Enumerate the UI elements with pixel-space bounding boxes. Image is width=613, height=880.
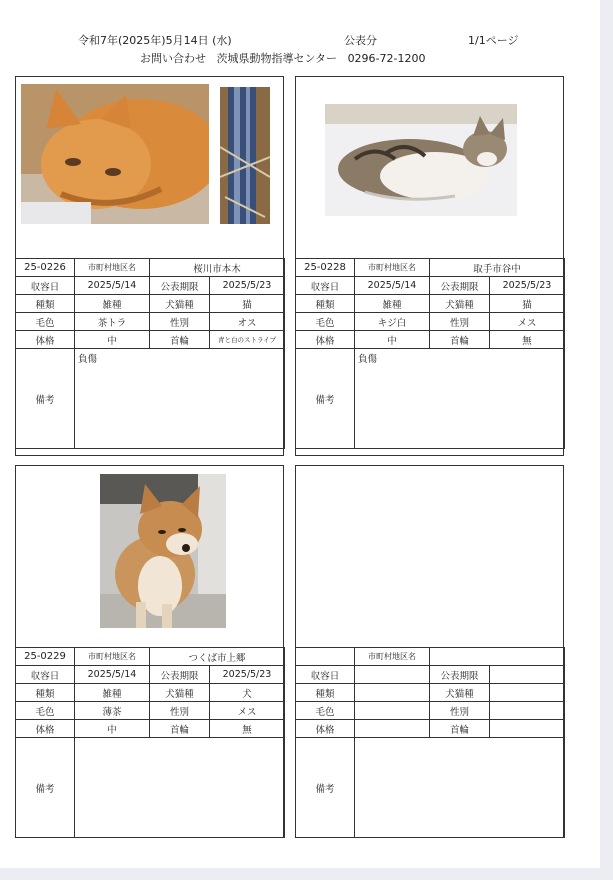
animal-id: 25-0226 [16, 259, 75, 277]
type-label: 種類 [296, 295, 355, 313]
remarks-value [355, 738, 565, 838]
sex-label: 性別 [150, 702, 210, 720]
sex-value: メス [210, 702, 285, 720]
animal-id [296, 648, 355, 666]
photo-area [16, 466, 283, 647]
color-value: 茶トラ [75, 313, 150, 331]
deadline-value: 2025/5/23 [210, 277, 285, 295]
type-label: 種類 [16, 684, 75, 702]
deadline-value: 2025/5/23 [210, 666, 285, 684]
collar-value: 青と白のストライプ [210, 331, 285, 349]
animal-card-empty [295, 465, 564, 838]
photo-area [296, 466, 563, 647]
collar-label: 首輪 [430, 720, 490, 738]
color-label: 毛色 [16, 313, 75, 331]
header-date: 令和7年(2025年)5月14日 (水) [78, 34, 232, 47]
header-kind: 公表分 [344, 34, 377, 47]
remarks-label: 備考 [296, 738, 355, 838]
area-label: 市町村地区名 [75, 648, 150, 666]
intake-value [355, 666, 430, 684]
remarks-label: 備考 [16, 349, 75, 449]
species-value [490, 684, 565, 702]
size-label: 体格 [16, 331, 75, 349]
remarks-value: 負傷 [355, 349, 565, 449]
intake-label: 収容日 [296, 666, 355, 684]
info-table [295, 647, 565, 838]
sex-value: メス [490, 313, 565, 331]
remarks-value: 負傷 [75, 349, 285, 449]
photo-area [16, 77, 283, 258]
species-label: 犬猫種 [430, 295, 490, 313]
intake-value: 2025/5/14 [75, 666, 150, 684]
tabby-white-cat-photo [325, 104, 517, 216]
species-value: 猫 [210, 295, 285, 313]
type-label: 種類 [16, 295, 75, 313]
intake-value: 2025/5/14 [355, 277, 430, 295]
size-value [355, 720, 430, 738]
sex-label: 性別 [430, 702, 490, 720]
photo-area [296, 77, 563, 258]
animal-card [295, 76, 564, 456]
color-value: キジ白 [355, 313, 430, 331]
size-label: 体格 [296, 720, 355, 738]
area-value [430, 648, 565, 666]
area-value: つくば市上郷 [150, 648, 285, 666]
intake-value: 2025/5/14 [75, 277, 150, 295]
info-table [15, 647, 285, 838]
size-value: 中 [75, 331, 150, 349]
deadline-value [490, 666, 565, 684]
sex-label: 性別 [430, 313, 490, 331]
color-label: 毛色 [296, 702, 355, 720]
contact-center: 茨城県動物指導センター [216, 52, 338, 65]
remarks-value [75, 738, 285, 838]
type-value: 雑種 [75, 295, 150, 313]
animal-id: 25-0228 [296, 259, 355, 277]
header-page: 1/1ページ [468, 34, 519, 47]
type-value: 雑種 [75, 684, 150, 702]
size-value: 中 [75, 720, 150, 738]
collar-label: 首輪 [430, 331, 490, 349]
size-value: 中 [355, 331, 430, 349]
area-label: 市町村地区名 [75, 259, 150, 277]
deadline-label: 公表期限 [150, 666, 210, 684]
species-value: 猫 [490, 295, 565, 313]
species-label: 犬猫種 [150, 295, 210, 313]
collar-photo [220, 87, 270, 224]
species-label: 犬猫種 [150, 684, 210, 702]
collar-value: 無 [210, 720, 285, 738]
type-value: 雑種 [355, 295, 430, 313]
collar-label: 首輪 [150, 331, 210, 349]
species-value: 犬 [210, 684, 285, 702]
area-label: 市町村地区名 [355, 259, 430, 277]
contact-label: お問い合わせ [140, 52, 206, 65]
sex-label: 性別 [150, 313, 210, 331]
deadline-label: 公表期限 [430, 277, 490, 295]
area-value: 桜川市本木 [150, 259, 285, 277]
remarks-label: 備考 [296, 349, 355, 449]
intake-label: 収容日 [16, 277, 75, 295]
sex-value [490, 702, 565, 720]
contact-phone: 0296-72-1200 [347, 52, 426, 65]
collar-value [490, 720, 565, 738]
deadline-label: 公表期限 [150, 277, 210, 295]
type-label: 種類 [296, 684, 355, 702]
color-value: 薄茶 [75, 702, 150, 720]
color-label: 毛色 [296, 313, 355, 331]
animal-card [15, 465, 284, 838]
collar-value: 無 [490, 331, 565, 349]
remarks-label: 備考 [16, 738, 75, 838]
collar-label: 首輪 [150, 720, 210, 738]
info-table [295, 258, 565, 449]
deadline-label: 公表期限 [430, 666, 490, 684]
size-label: 体格 [296, 331, 355, 349]
intake-label: 収容日 [296, 277, 355, 295]
sex-value: オス [210, 313, 285, 331]
info-table [15, 258, 285, 449]
color-value [355, 702, 430, 720]
color-label: 毛色 [16, 702, 75, 720]
header-contact [140, 50, 426, 66]
orange-tabby-cat-photo [21, 84, 209, 224]
intake-label: 収容日 [16, 666, 75, 684]
animal-card [15, 76, 284, 456]
area-value: 取手市谷中 [430, 259, 565, 277]
size-label: 体格 [16, 720, 75, 738]
deadline-value: 2025/5/23 [490, 277, 565, 295]
shiba-dog-photo [100, 474, 226, 628]
animal-id: 25-0229 [16, 648, 75, 666]
species-label: 犬猫種 [430, 684, 490, 702]
area-label: 市町村地区名 [355, 648, 430, 666]
type-value [355, 684, 430, 702]
